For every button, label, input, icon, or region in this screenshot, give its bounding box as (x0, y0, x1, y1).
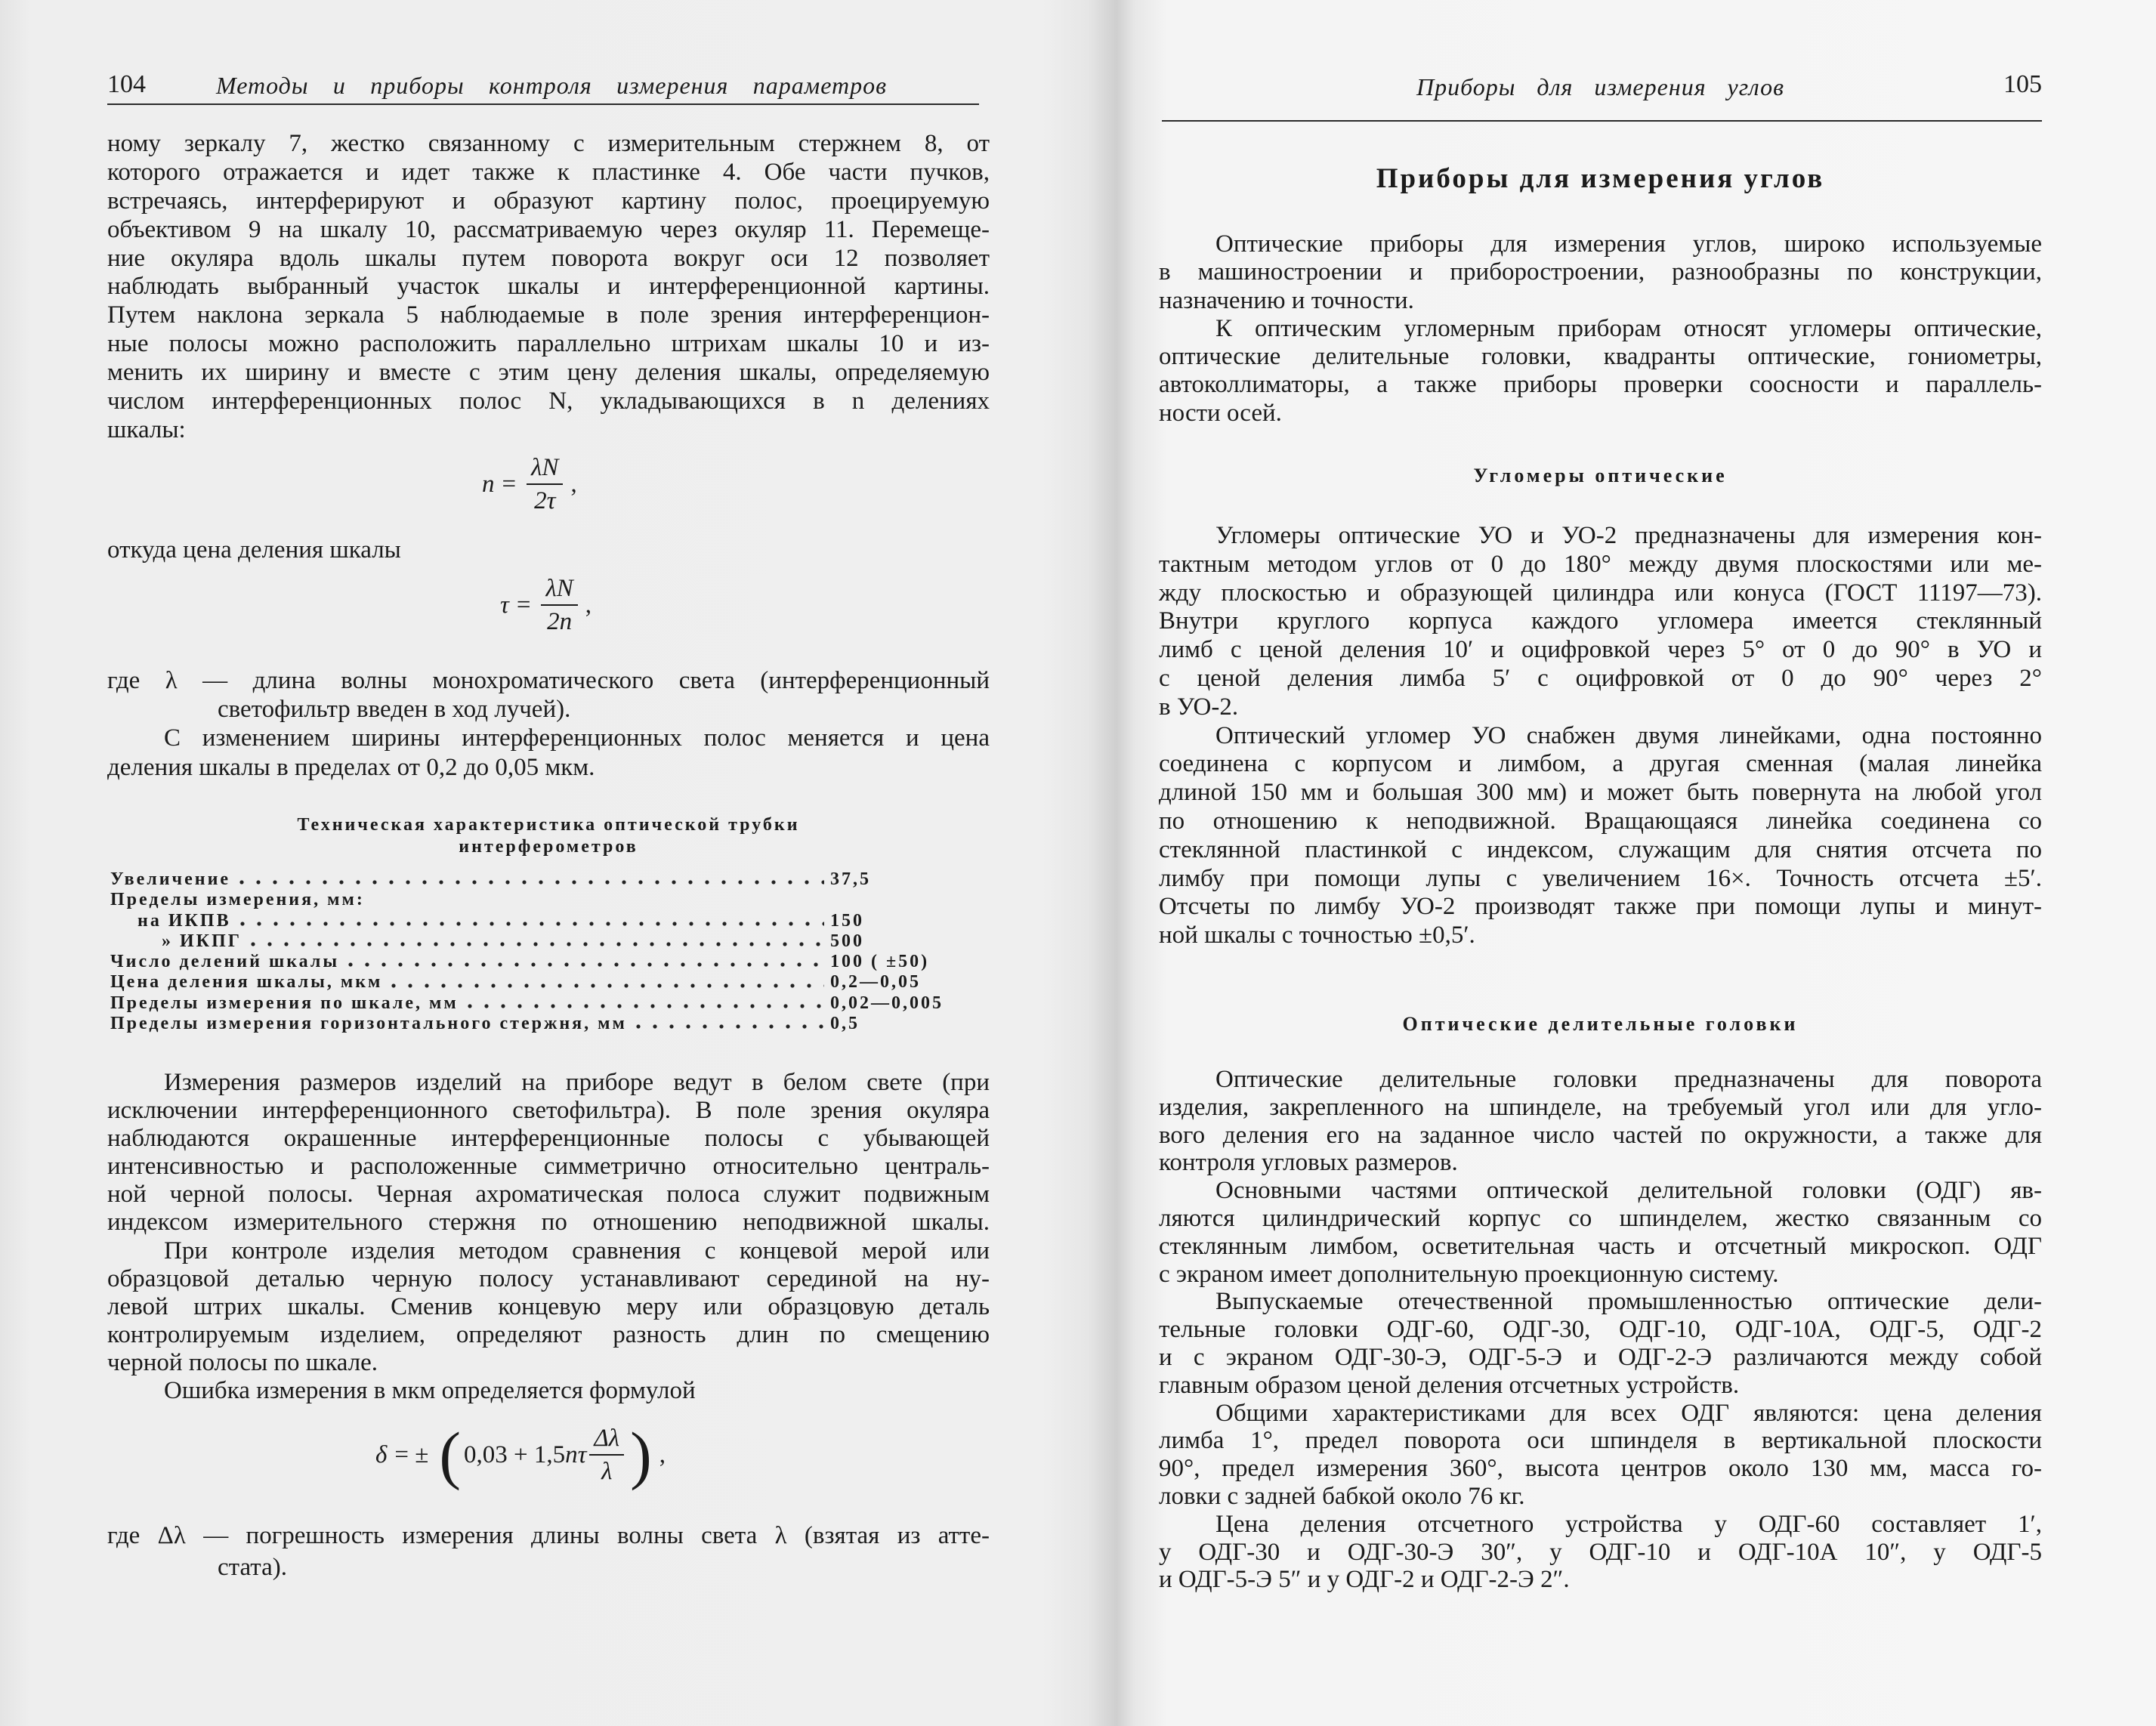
spec-label: Пределы измерения по шкале, мм (110, 993, 459, 1013)
text-line: жду плоскостью и образующей цилиндра или конуса (ГОСТ 11197—73). (1159, 579, 2042, 607)
spec-label: на ИКПВ (137, 910, 231, 931)
text-line: Цена деления отсчетного устройства у ОДГ-60 составляет 1′, (1215, 1510, 2042, 1538)
spec-value: 0,02—0,005 (830, 993, 944, 1013)
text-line: наблюдать выбранный участок шкалы и интерференционной картины. (107, 273, 990, 301)
page-number: 104 (107, 70, 146, 98)
spec-value: 500 (830, 931, 864, 951)
spec-row (110, 869, 987, 890)
spec-row (110, 1014, 987, 1034)
text-line: стата). (218, 1554, 287, 1581)
text-line: у ОДГ-30 и ОДГ-30-Э 30″, у ОДГ-10 и ОДГ-10А 10″, у ОДГ-5 (1159, 1538, 2042, 1566)
text-line: и с экраном ОДГ-30-Э, ОДГ-5-Э и ОДГ-2-Э различаются между собой (1159, 1343, 2042, 1371)
close-parenthesis: ) (630, 1419, 652, 1491)
text-line: наблюдаются окрашенные интерференционные полосы с убывающей (107, 1125, 990, 1153)
formula-constant: 0,03 + 1,5 (463, 1440, 566, 1468)
page-title: Приборы для измерения углов (1376, 163, 1825, 194)
spec-value: 0,2—0,05 (830, 972, 921, 993)
header-rule (107, 103, 979, 105)
text-line: ному зеркалу 7, жестко связанному с измерительным стержнем 8, от (107, 130, 990, 157)
paragraph (107, 536, 990, 564)
text-line: лимбу при помощи лупы с увеличением 16×. Точность отсчета ±5′. (1159, 864, 2042, 892)
spec-row (110, 993, 987, 1014)
text-line: назначению и точности. (1159, 286, 1414, 314)
text-line: автоколлиматоры, а также приборы проверки соосности и параллель- (1159, 371, 2042, 399)
spec-table-title-line: интерферометров (459, 837, 638, 857)
text-line: индексом измерительного стержня по отношению неподвижной шкалы. (107, 1209, 990, 1237)
formula-punctuation: , (570, 470, 577, 498)
fraction-denominator: 2n (547, 608, 573, 635)
paragraph (1159, 522, 2042, 950)
dot-leader (636, 1023, 824, 1030)
spec-label: Пределы измерения, мм: (110, 890, 365, 910)
text-line: стеклянным лимбом, осветительная часть и отсчетный микроскоп. ОДГ (1159, 1232, 2042, 1260)
text-line: где λ — длина волны монохроматического света (интерференционный (107, 667, 990, 694)
spec-row (110, 890, 987, 910)
paragraph (1159, 230, 2042, 428)
formula (375, 1416, 666, 1494)
formula-punctuation: , (585, 591, 592, 619)
spec-label: Число делений шкалы (110, 952, 340, 972)
header-rule (1162, 120, 2042, 122)
spec-table-title (107, 814, 990, 858)
text-line: шкалы: (107, 415, 186, 443)
paragraph (107, 130, 990, 445)
fraction-numerator: λN (541, 574, 577, 606)
text-line: ляются цилиндрический корпус со шпинделем, жестко связанным со (1159, 1204, 2042, 1232)
text-line: ные полосы можно расположить параллельно штрихам шкалы 10 и из- (107, 330, 990, 358)
text-line: Выпускаемые отечественной промышленностью оптические дели- (1215, 1288, 2042, 1316)
spec-value: 150 (830, 910, 864, 931)
text-line: черной полосы по шкале. (107, 1348, 378, 1376)
text-line: вого деления его на заданное число частей по окружности, а также для (1159, 1121, 2042, 1149)
text-line: ности осей. (1159, 399, 1282, 427)
running-title: Приборы для измерения углов (1416, 73, 1784, 100)
dot-leader (251, 940, 824, 948)
dot-leader (240, 920, 824, 928)
text-line: с экраном имеет дополнительную проекционную систему. (1159, 1260, 1779, 1288)
paragraph (107, 1520, 990, 1583)
text-line: стеклянной пластинкой с индексом, служащим для снятия отсчета по (1159, 835, 2042, 863)
dot-leader (468, 1002, 824, 1010)
formula (500, 574, 592, 636)
text-line: При контроле изделия методом сравнения с концевой мерой или (164, 1237, 990, 1264)
fraction-denominator: λ (601, 1458, 613, 1485)
formula-variable: δ (375, 1440, 388, 1468)
spec-table (110, 869, 987, 1034)
text-line: ной черной полосы. Черная ахроматическая полоса служит подвижным (107, 1181, 990, 1209)
formula-operator: = (516, 591, 531, 619)
text-line: Ошибка измерения в мкм определяется формулой (164, 1377, 696, 1405)
spec-row (110, 931, 987, 952)
open-parenthesis: ( (439, 1419, 461, 1491)
section-heading: Угломеры оптические (1473, 465, 1728, 486)
text-line: лимб с ценой деления 10′ и оцифровкой через 5° от 0 до 90° в УО и (1159, 636, 2042, 664)
spec-label: Увеличение (110, 869, 231, 889)
text-line: изделия, закрепленного на шпинделе, на требуемый угол или для угло- (1159, 1093, 2042, 1121)
spec-label: Цена деления шкалы, мкм (110, 972, 383, 993)
text-line: числом интерференционных полос N, укладывающихся в n делениях (107, 388, 990, 415)
paragraph (107, 666, 990, 782)
text-line: К оптическим угломерным приборам относят угломеры оптические, (1215, 314, 2042, 342)
dot-leader (391, 982, 824, 990)
text-line: исключении интерференционного светофильтра). В поле зрения окуляра (107, 1097, 990, 1125)
spec-row (110, 911, 987, 931)
text-line: соединена с корпусом и лимбом, а другая сменная (малая линейка (1159, 750, 2042, 778)
text-line: по отношению к неподвижной. Вращающаяся линейка соединена со (1159, 807, 2042, 835)
text-line: контроля угловых размеров. (1159, 1149, 1458, 1177)
text-line: С изменением ширины интерференционных полос меняется и цена (164, 724, 990, 752)
running-title: Методы и приборы контроля измерения параметров (216, 72, 887, 99)
section-heading: Оптические делительные головки (1402, 1013, 1799, 1035)
text-line: в УО-2. (1159, 693, 1239, 721)
spec-label: » ИКПГ (162, 931, 242, 951)
page-number: 105 (2003, 70, 2042, 98)
fraction-denominator: 2τ (534, 487, 556, 514)
text-line: Угломеры оптические УО и УО-2 предназначены для измерения кон- (1215, 522, 2042, 549)
text-line: светофильтр введен в ход лучей). (218, 696, 571, 724)
spec-value: 100 ( ±50) (830, 952, 930, 972)
text-line: Измерения размеров изделий на приборе ведут в белом свете (при (164, 1069, 990, 1096)
text-line: Оптические приборы для измерения углов, широко используемые (1215, 230, 2042, 258)
text-line: которого отражается и идет также к пластинке 4. Обе части пучков, (107, 158, 990, 186)
spec-label: Пределы измерения горизонтального стержня, мм (110, 1014, 627, 1034)
text-line: Отсчеты по лимбу УО-2 производят также при помощи лупы и минут- (1159, 893, 2042, 921)
text-line: Общими характеристиками для всех ОДГ являются: цена деления (1215, 1399, 2042, 1427)
text-line: деления шкалы в пределах от 0,2 до 0,05 мкм. (107, 753, 595, 781)
text-line: менить их ширину и вместе с этим цену деления шкалы, определяемую (107, 359, 990, 387)
text-line: 90°, предел измерения 360°, высота центров около 130 мм, масса го- (1159, 1455, 2042, 1483)
fraction (589, 1424, 624, 1486)
text-line: ной шкалы с точностью ±0,5′. (1159, 922, 1475, 949)
formula-variable: τ (500, 591, 509, 619)
text-line: откуда цена деления шкалы (107, 536, 401, 563)
text-line: тельные головки ОДГ-60, ОДГ-30, ОДГ-10, ОДГ-10А, ОДГ-5, ОДГ-2 (1159, 1316, 2042, 1344)
spec-value: 37,5 (830, 869, 871, 889)
formula (482, 453, 577, 515)
fraction (541, 574, 577, 636)
dot-leader (239, 878, 824, 886)
text-line: где Δλ — погрешность измерения длины волны света λ (взятая из атте- (107, 1522, 990, 1549)
text-line: образцовой деталью черную полосу устанавливают серединой на ну- (107, 1264, 990, 1292)
text-line: главным образом ценой деления отсчетных устройств. (1159, 1371, 1740, 1399)
text-line: встречаясь, интерферируют и образуют картину полос, проецируемую (107, 187, 990, 215)
paragraph (1159, 1066, 2042, 1594)
spec-table-title-line: Техническая характеристика оптической трубки (297, 815, 800, 835)
text-line: контролируемым изделием, определяют разность длин по смещению (107, 1320, 990, 1348)
text-line: Оптические делительные головки предназначены для поворота (1215, 1066, 2042, 1093)
text-line: длиной 150 мм и большая 300 мм) и может быть повернута на любой угол (1159, 779, 2042, 807)
text-line: лимба 1°, предел поворота оси шпинделя в вертикальной плоскости (1159, 1427, 2042, 1455)
text-line: Основными частями оптической делительной головки (ОДГ) яв- (1215, 1177, 2042, 1205)
text-line: левой штрих шкалы. Сменив концевую меру или образцовую деталь (107, 1292, 990, 1320)
text-line: ловки с задней бабкой около 76 кг. (1159, 1482, 1525, 1510)
spec-value: 0,5 (830, 1014, 860, 1034)
text-line: ние окуляра вдоль шкалы путем поворота вокруг оси 12 позволяет (107, 244, 990, 272)
text-line: и ОДГ-5-Э 5″ и у ОДГ-2 и ОДГ-2-Э 2″. (1159, 1566, 1570, 1594)
text-line: оптические делительные головки, квадранты оптические, гониометры, (1159, 343, 2042, 371)
formula-operator: = ± (394, 1440, 429, 1468)
fraction-numerator: λN (527, 453, 563, 485)
text-line: в машиностроении и приборостроении, разнообразны по конструкции, (1159, 258, 2042, 286)
text-line: Внутри круглого корпуса каждого угломера имеется стеклянный (1159, 607, 2042, 635)
fraction-numerator: Δλ (589, 1424, 624, 1456)
text-line: Оптический угломер УО снабжен двумя линейками, одна постоянно (1215, 721, 2042, 749)
spec-row (110, 972, 987, 993)
formula-variable: n (482, 470, 495, 498)
formula-operator: = (502, 470, 517, 498)
fraction (527, 453, 563, 515)
formula-variables: nτ (565, 1440, 587, 1468)
formula-punctuation: , (659, 1440, 666, 1468)
text-line: тактным методом углов от 0 до 180° между двумя плоскостями или ме- (1159, 550, 2042, 578)
text-line: интенсивностью и расположенные симметрично относительно централь- (107, 1153, 990, 1181)
text-line: Путем наклона зеркала 5 наблюдаемые в поле зрения интерференцион- (107, 301, 990, 329)
text-line: объективом 9 на шкалу 10, рассматриваемую через окуляр 11. Перемеще- (107, 215, 990, 243)
paragraph (107, 1069, 990, 1405)
spec-row (110, 952, 987, 972)
text-line: с ценой деления лимба 5′ с оцифровкой от 0 до 90° через 2° (1159, 664, 2042, 692)
dot-leader (348, 961, 824, 968)
